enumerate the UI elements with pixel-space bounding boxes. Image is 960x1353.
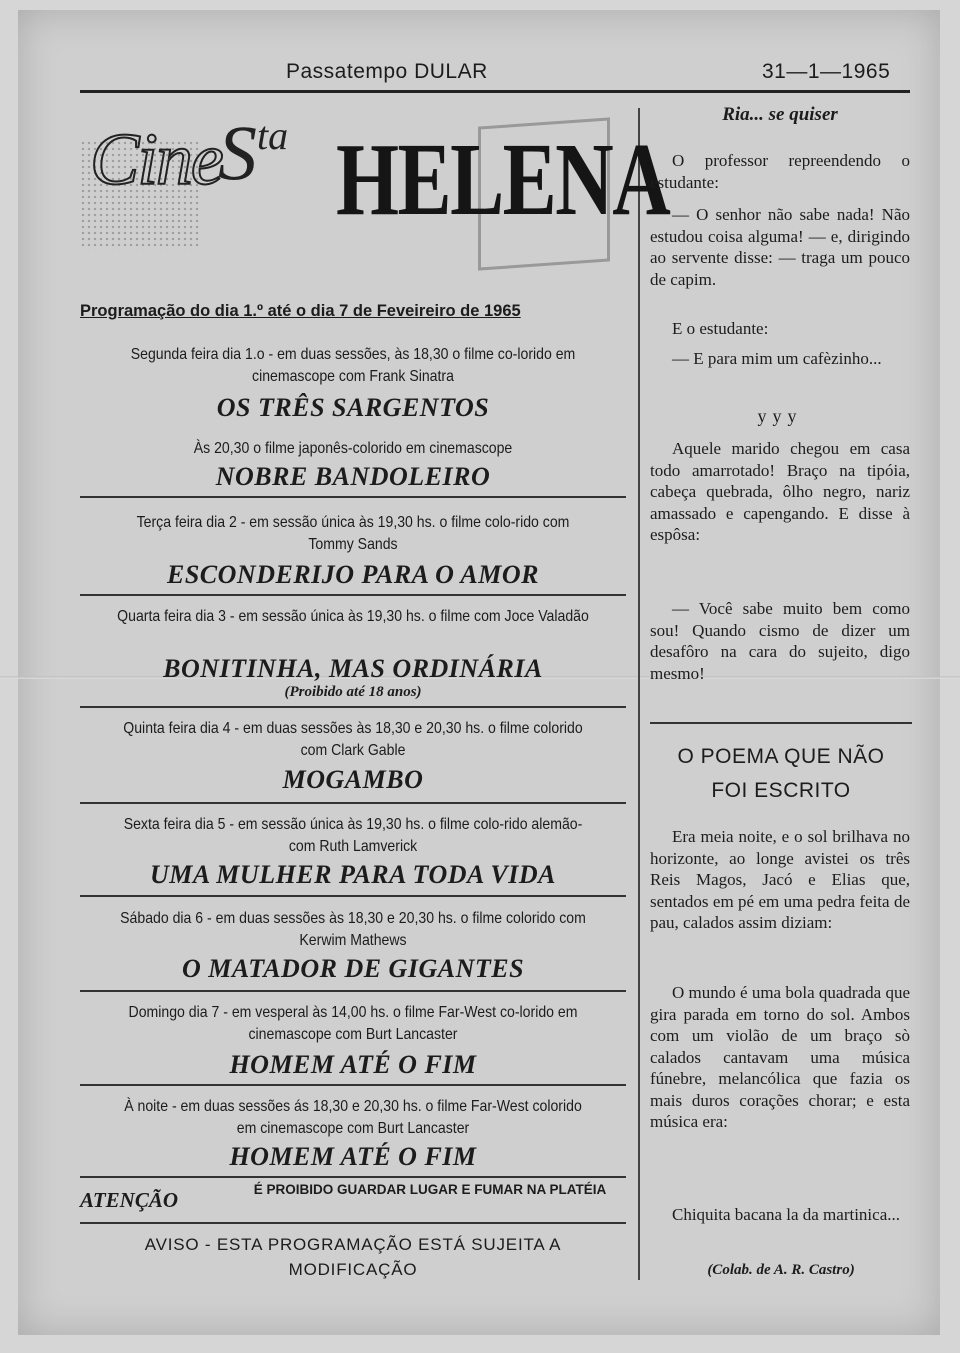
separator [80,1222,626,1224]
publication-date: 31—1—1965 [762,60,891,83]
poem-paragraph-3: Chiquita bacana la da martinica... [672,1205,900,1224]
poem-paragraph-1: Era meia noite, e o sol brilhava no horizonte, ao longe avistei os três Reis Magos, Jacó e Elias que, sentados em pé em uma pedra feita de pau, calados assim diziam: [650,827,910,932]
separator [80,496,626,498]
logo-santa-s: S [218,109,257,196]
schedule-day-6: Sábado dia 6 - em duas sessões às 18,30 e 20,30 hs. o filme colorido com Kerwim Mathews [120,910,586,949]
separator [80,706,626,708]
separator [80,1084,626,1086]
schedule-day-3: Quarta feira dia 3 - em sessão única às 19,30 hs. o filme com Joce Valadão [117,608,589,625]
poem-title-line-1: O POEMA QUE NÃO [677,745,885,768]
publication-title: Passatempo DULAR [286,60,488,83]
schedule-day-4: Quinta feira dia 4 - em duas sessões às 18,30 e 20,30 hs. o filme colorido com Clark Gable [123,720,583,759]
logo-santa-ta: ta [257,113,289,158]
poem-paragraph-2: O mundo é uma bola quadrada que gira parada em torno do sol. Ambos com um violão de um braço sò calados cantavam uma música fúnebre, melancólica que fazia os mais duros corações chorar; e esta música era: [650,983,910,1131]
joke-1-teacher: — O senhor não sabe nada! Não estudou coisa alguma! — e, dirigindo ao servente disse: — traga um pouco de capim. [650,205,910,289]
attention-label: ATENÇÃO [80,1188,179,1212]
film-title-7: O MATADOR DE GIGANTES [181,954,525,983]
logo-cine: Cine [90,119,222,201]
film-title-6: UMA MULHER PARA TODA VIDA [150,860,556,889]
schedule-day-2: Terça feira dia 2 - em sessão única às 19,30 hs. o filme colo-rido com Tommy Sands [136,514,570,553]
notice-text: AVISO - ESTA PROGRAMAÇÃO ESTÁ SUJEITA A MODIFICAÇÃO [144,1235,562,1279]
program-heading: Programação do dia 1.º até o dia 7 de Feveireiro de 1965 [80,302,521,320]
joke-1-student-intro: E o estudante: [672,319,769,338]
logo-santa [218,108,288,198]
film-title-4: BONITINHA, MAS ORDINÁRIA [163,654,543,683]
joke-1-intro: O professor repreendendo o estudante: [650,151,910,192]
film-title-9: HOMEM ATÉ O FIM [229,1142,477,1171]
age-restriction-note: (Proibido até 18 anos) [284,684,422,700]
schedule-day-7-evening: À noite - em duas sessões ás 18,30 e 20,30 hs. o filme Far-West colorido em cinemascope com Burt Lancaster [124,1098,582,1137]
schedule-day-1: Segunda feira dia 1.o - em duas sessões, às 18,30 o filme co-lorido em cinemascope com Frank Sinatra [130,346,576,385]
film-title-5: MOGAMBO [282,765,424,794]
separator [80,990,626,992]
film-title-1: OS TRÊS SARGENTOS [216,393,490,422]
column-section-rule [650,722,912,724]
film-title-8: HOMEM ATÉ O FIM [229,1050,477,1079]
separator [80,895,626,897]
poem-credit: (Colab. de A. R. Castro) [707,1262,855,1278]
attention-text: É PROIBIDO GUARDAR LUGAR E FUMAR NA PLATÉIA [253,1182,607,1197]
poem-title-line-2: FOI ESCRITO [711,779,851,802]
schedule-day-1-evening: Às 20,30 o filme japonês-colorido em cinemascope [193,440,513,457]
jokes-title: Ria... se quiser [722,104,838,125]
joke-2-punchline: — Você sabe muito bem como sou! Quando cismo de dizer um desafôro na cara do sujeito, digo mesmo! [650,599,910,683]
column-divider [638,108,640,1280]
separator [80,1176,626,1178]
joke-separator: yyy [757,406,803,426]
logo-helena: HELENA [336,122,670,237]
schedule-day-7: Domingo dia 7 - em vesperal às 14,00 hs. o filme Far-West co-lorido em cinemascope com Burt Lancaster [128,1004,578,1043]
schedule-day-5: Sexta feira dia 5 - em sessão única às 19,30 hs. o filme colo-rido alemão-com Ruth Lamverick [123,816,583,855]
header-rule [80,90,910,93]
joke-1-punchline: — E para mim um cafèzinho... [672,349,882,368]
separator [80,594,626,596]
film-title-2: NOBRE BANDOLEIRO [215,462,491,491]
separator [80,802,626,804]
film-title-3: ESCONDERIJO PARA O AMOR [167,560,539,589]
joke-2-setup: Aquele marido chegou em casa todo amarrotado! Braço na tipóia, cabeça quebrada, ôlho negro, nariz amassado e capengando. E disse à espôsa: [650,439,910,544]
